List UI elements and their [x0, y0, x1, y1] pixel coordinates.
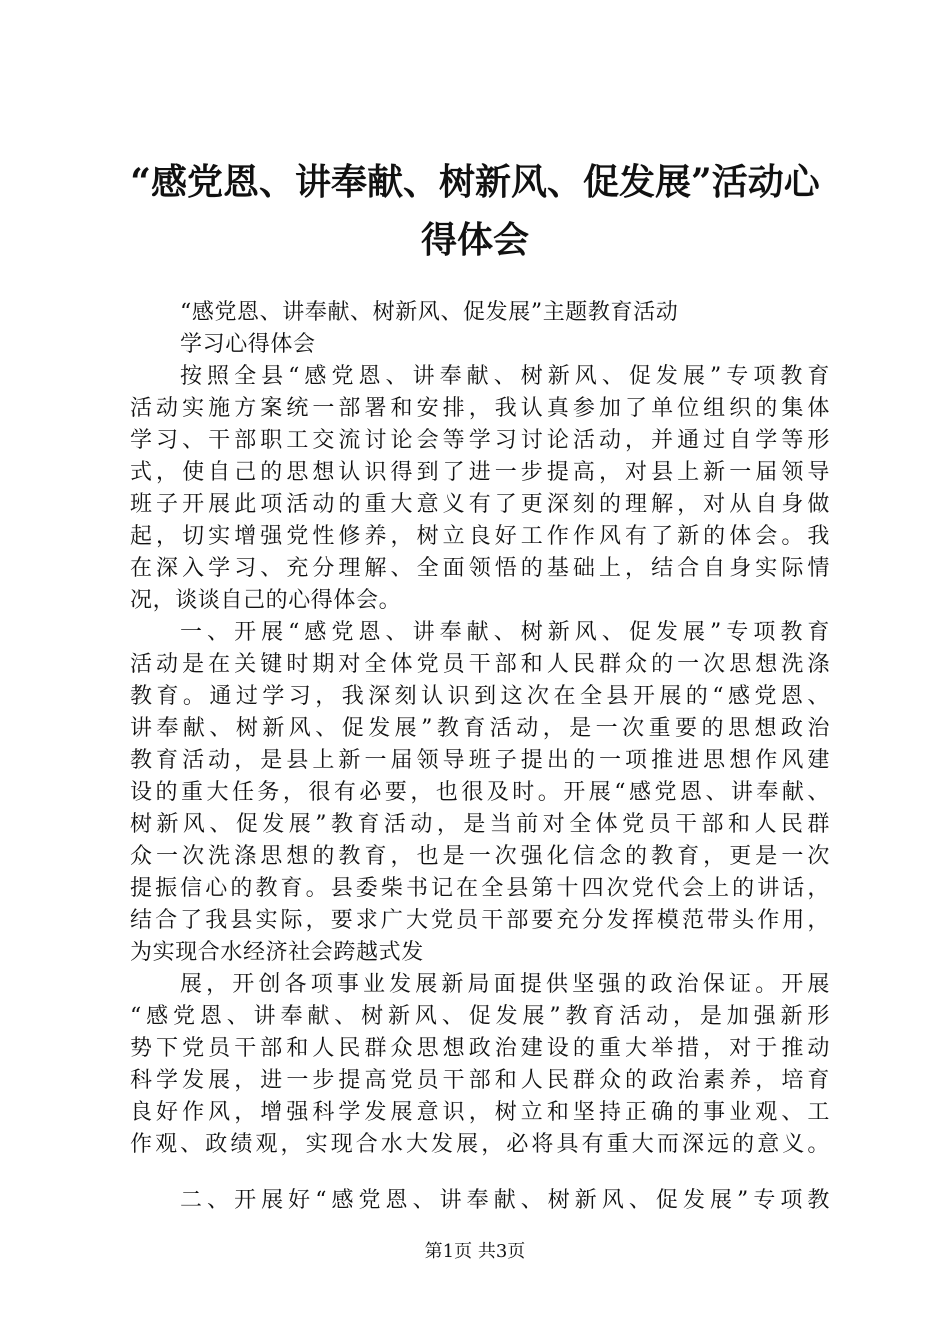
body-line: 在深入学习、充分理解、全面领悟的基础上，结合自身实际情 — [130, 556, 830, 581]
subtitle-line-2: 学习心得体会 — [180, 332, 316, 357]
body-line: 活动实施方案统一部署和安排，我认真参加了单位组织的集体 — [130, 396, 830, 421]
body-line: 一、开展“感党恩、讲奉献、树新风、促发展”专项教育 — [180, 620, 830, 645]
document-title-line-1: “感党恩、讲奉献、树新风、促发展”活动心 — [130, 161, 820, 203]
body-line: 按照全县“感党恩、讲奉献、树新风、促发展”专项教育 — [180, 364, 830, 389]
body-line: 式，使自己的思想认识得到了进一步提高，对县上新一届领导 — [130, 460, 830, 485]
body-line: 势下党员干部和人民群众思想政治建设的重大举措，对于推动 — [130, 1036, 830, 1061]
section-heading-line: 二、开展好“感党恩、讲奉献、树新风、促发展”专项教 — [180, 1188, 830, 1213]
body-line: 班子开展此项活动的重大意义有了更深刻的理解，对从自身做 — [130, 492, 830, 517]
body-line: 提振信心的教育。县委柴书记在全县第十四次党代会上的讲话， — [130, 876, 830, 901]
body-line: “感党恩、讲奉献、树新风、促发展”教育活动，是加强新形 — [130, 1004, 830, 1029]
body-line: 科学发展，进一步提高党员干部和人民群众的政治素养，培育 — [130, 1068, 830, 1093]
body-line: 活动是在关键时期对全体党员干部和人民群众的一次思想洗涤 — [130, 652, 830, 677]
body-line: 为实现合水经济社会跨越式发 — [130, 940, 424, 965]
body-line: 展，开创各项事业发展新局面提供坚强的政治保证。开展 — [180, 972, 830, 997]
body-line: 树新风、促发展”教育活动，是当前对全体党员干部和人民群 — [130, 812, 830, 837]
document-title-line-2: 得体会 — [420, 219, 529, 261]
page-number-footer: 第1页 共3页 — [424, 1241, 526, 1262]
body-line: 结合了我县实际，要求广大党员干部要充分发挥模范带头作用， — [130, 908, 830, 933]
body-line: 学习、干部职工交流讨论会等学习讨论活动，并通过自学等形 — [130, 428, 830, 453]
body-line: 讲奉献、树新风、促发展”教育活动，是一次重要的思想政治 — [130, 716, 830, 741]
body-line: 教育活动，是县上新一届领导班子提出的一项推进思想作风建 — [130, 748, 830, 773]
body-line: 作观、政绩观，实现合水大发展，必将具有重大而深远的意义。 — [130, 1132, 830, 1157]
body-line: 良好作风，增强科学发展意识，树立和坚持正确的事业观、工 — [130, 1100, 830, 1125]
body-line: 况，谈谈自己的心得体会。 — [130, 588, 402, 613]
subtitle-line-1: “感党恩、讲奉献、树新风、促发展”主题教育活动 — [180, 300, 679, 325]
body-line: 教育。通过学习，我深刻认识到这次在全县开展的“感党恩、 — [130, 684, 830, 709]
body-line: 起，切实增强党性修养，树立良好工作作风有了新的体会。我 — [130, 524, 830, 549]
body-line: 设的重大任务，很有必要，也很及时。开展“感党恩、讲奉献、 — [130, 780, 830, 805]
body-line: 众一次洗涤思想的教育，也是一次强化信念的教育，更是一次 — [130, 844, 830, 869]
